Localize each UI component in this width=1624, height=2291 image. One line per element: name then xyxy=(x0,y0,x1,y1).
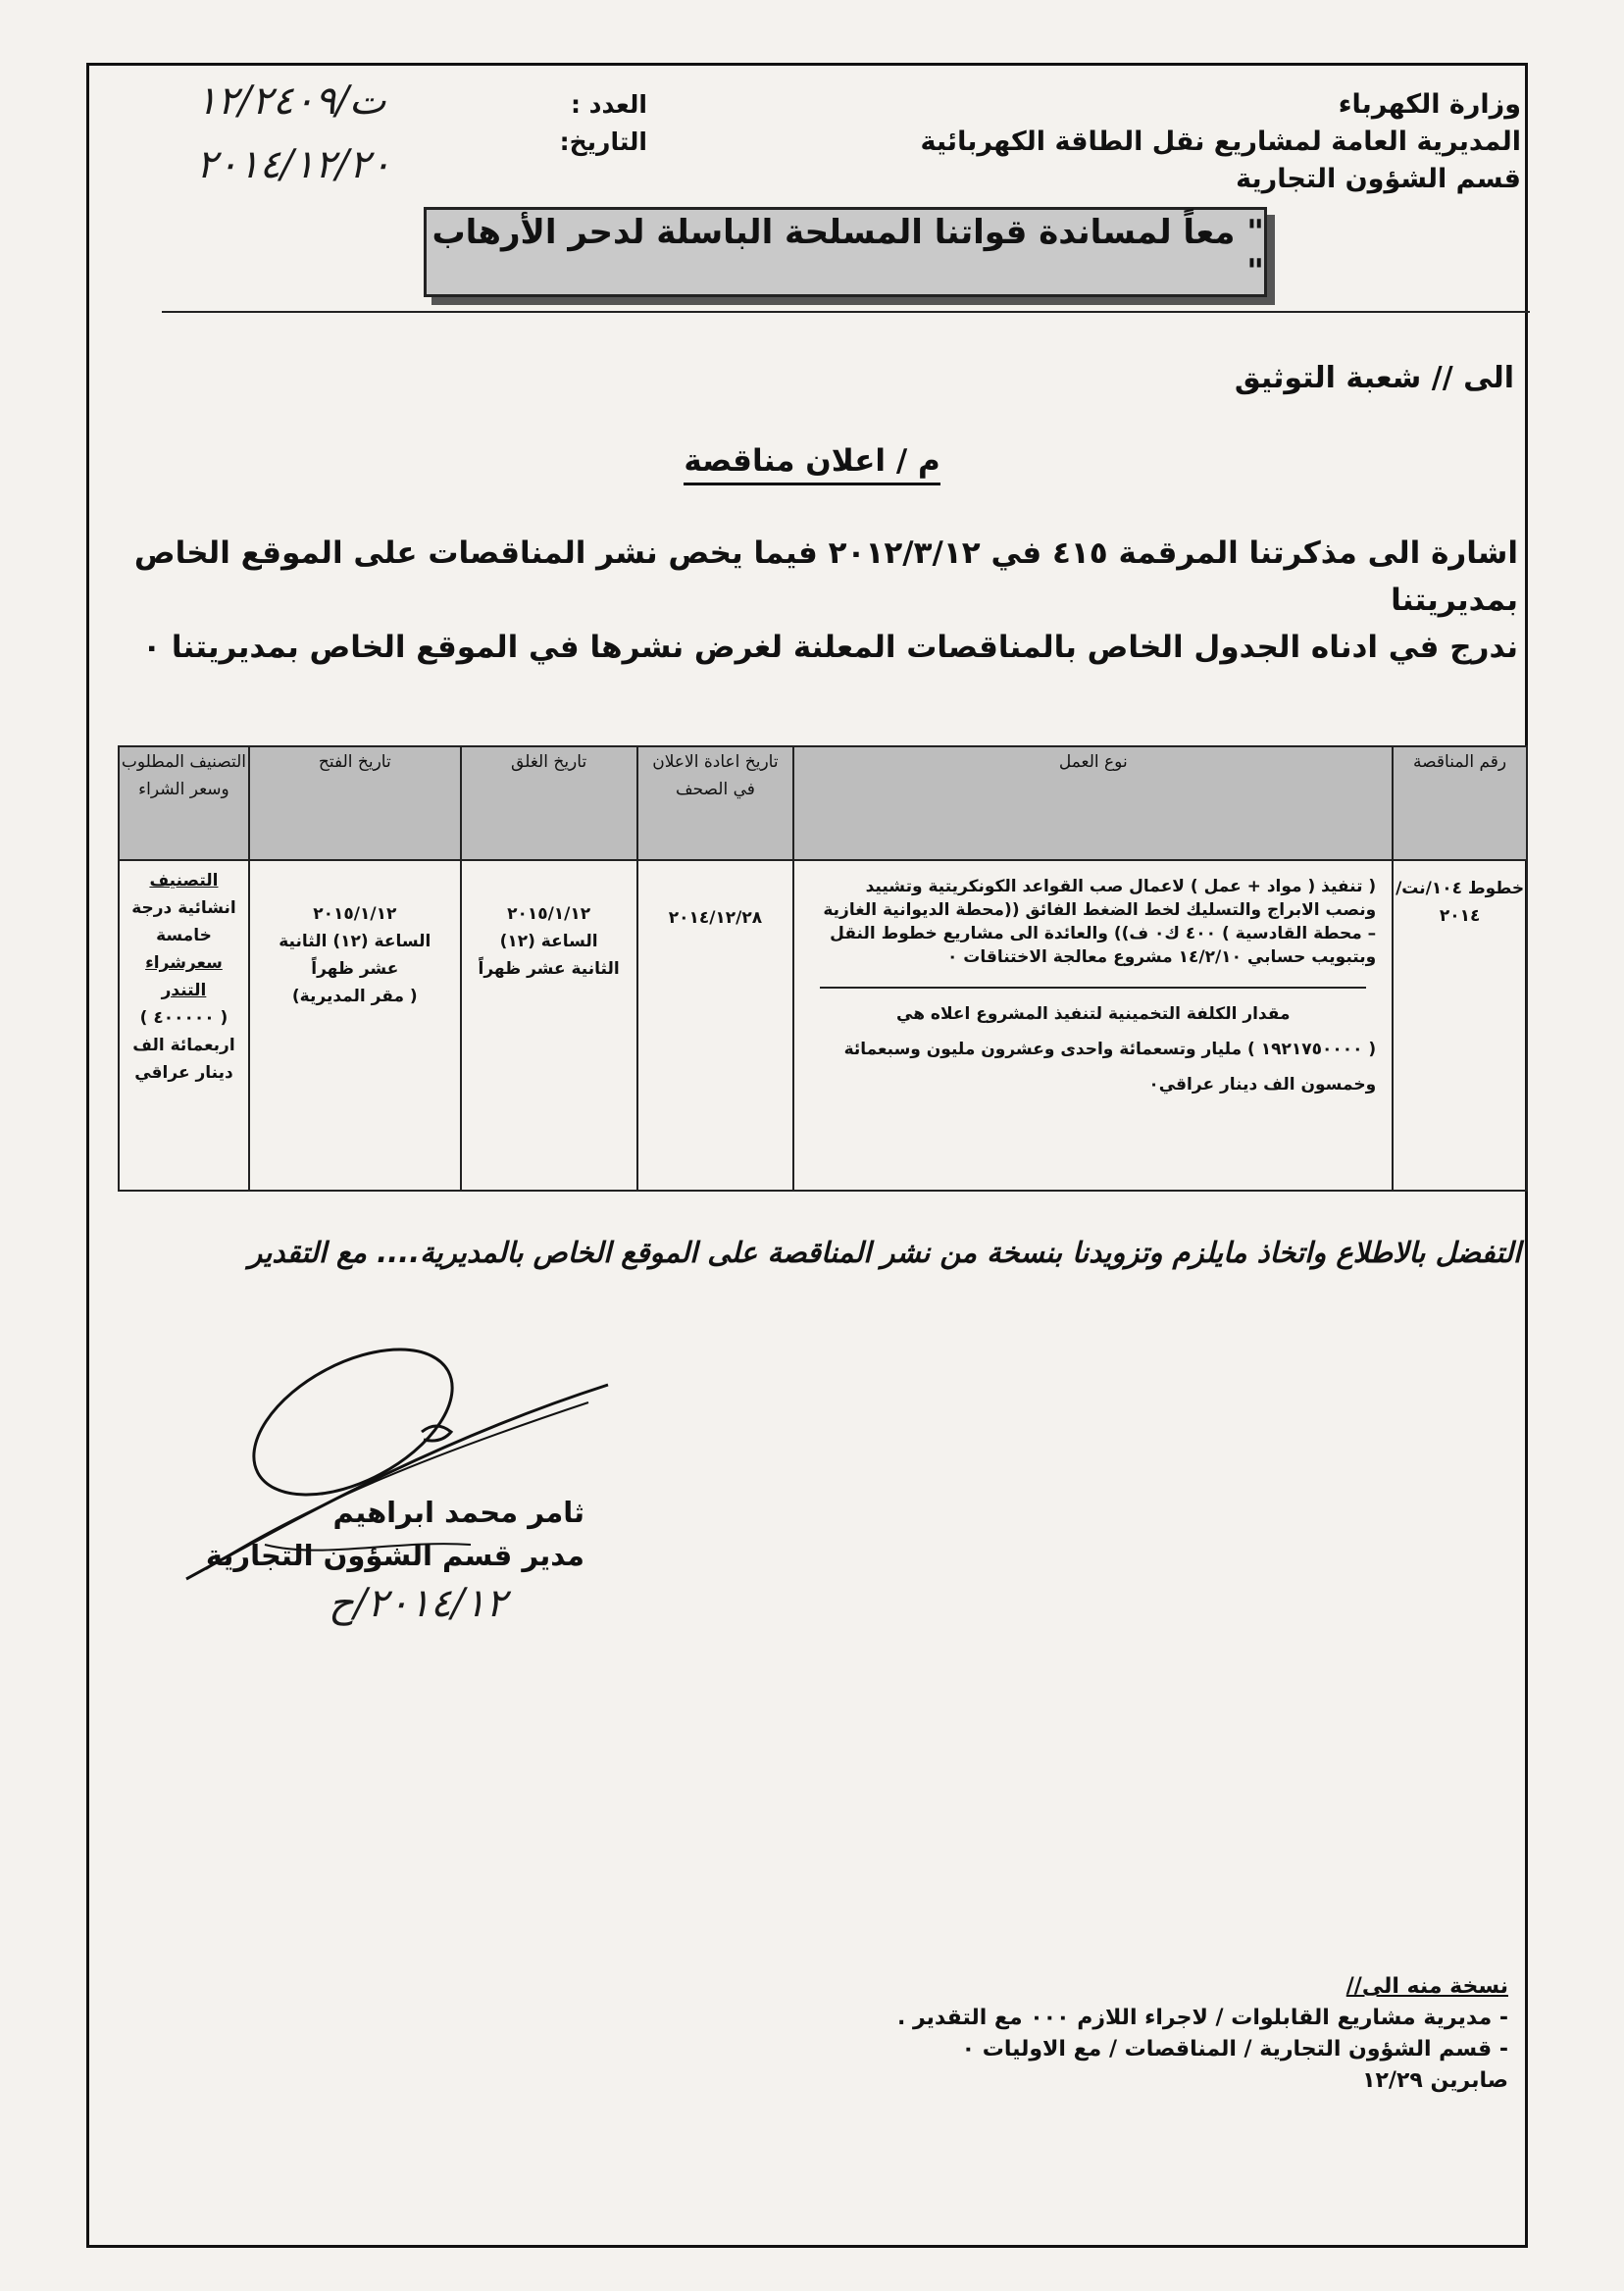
signature-date: ٢٠١٤/١٢/ح xyxy=(329,1581,507,1626)
organization-header xyxy=(835,86,1521,198)
copy-line-2: - قسم الشؤون التجارية / المناقصات / مع الاوليات ٠ xyxy=(961,2037,1508,2062)
open-place-text: ( مقر المديرية) xyxy=(291,987,418,1006)
close-time-text: الساعة (١٢) الثانية عشر ظهراً xyxy=(478,932,620,979)
handwritten-date: ٢٠١٤/١٢/٢٠ xyxy=(196,142,391,187)
open-time-text: الساعة (١٢) الثانية عشر ظهراً xyxy=(279,932,431,979)
subject-text: م / اعلان مناقصة xyxy=(684,443,939,485)
republish-date-text: ٢٠١٤/١٢/٢٨ xyxy=(668,908,763,928)
cell-tender-number xyxy=(1393,860,1527,1191)
cost-line-1: مقدار الكلفة التخمينية لتنفيذ المشروع اعلاه هي xyxy=(896,1004,1291,1024)
class-label: التصنيف xyxy=(149,871,219,891)
addressee: الى // شعبة التوثيق xyxy=(1234,361,1514,395)
cell-republish-date xyxy=(637,860,794,1191)
org-directorate: المديرية العامة لمشاريع نقل الطاقة الكهربائية xyxy=(920,127,1521,157)
cell-work-type xyxy=(793,860,1393,1191)
cost-line-2: ( ١٩٢١٧٥٠٠٠٠ ) مليار وتسعمائة واحدى وعشرون مليون وسبعمائة xyxy=(843,1040,1377,1059)
table-row xyxy=(119,860,1527,1191)
table-header-row xyxy=(119,746,1527,860)
signer-block xyxy=(75,1491,584,1577)
price-label: سعرشراء التندر xyxy=(145,953,223,1000)
work-description: ( تنفيذ ( مواد + عمل ) لاعمال صب القواعد الكونكريتية وتشييد ونصب الابراج والتسليك لخط الضغط الفائق ((محطة الديوانية الغازية – محطة القادسية ) ٤٠٠ ك٠ ف)) والعائدة الى مشاريع خطوط النقل وبتبويب حسابي ١٤/٢/١٠ مشروع معالجة الاختناقات ٠ xyxy=(823,877,1377,967)
org-department: قسم الشؤون التجارية xyxy=(1236,164,1521,194)
cell-close-date xyxy=(461,860,637,1191)
cost-line-3: وخمسون الف دينار عراقي٠ xyxy=(1148,1075,1377,1095)
signer-title: مدير قسم الشؤون التجارية xyxy=(205,1539,584,1572)
body-paragraph xyxy=(106,530,1518,671)
header-work-type: نوع العمل xyxy=(793,746,1393,860)
tenders-table xyxy=(118,745,1528,1192)
slogan-text: " معاً لمساندة قواتنا المسلحة الباسلة لدحر الأرهاب " xyxy=(431,213,1264,291)
header-close-date: تاريخ الغلق xyxy=(461,746,637,860)
copies-heading: نسخة منه الى// xyxy=(1345,1974,1508,1999)
class-value: انشائية درجة خامسة xyxy=(131,898,236,945)
work-divider xyxy=(820,987,1366,989)
handwritten-number: ت/١٢/٢٤٠٩ xyxy=(196,78,386,124)
header-tender-number: رقم المناقصة xyxy=(1393,746,1527,860)
header-classification: التصنيف المطلوب وسعر الشراء xyxy=(119,746,249,860)
closing-line: التفضل بالاطلاع واتخاذ مايلزم وتزويدنا بنسخة من نشر المناقصة على الموقع الخاص بالمديرية.... مع التقدير xyxy=(248,1236,1521,1269)
header-divider xyxy=(162,311,1530,313)
tender-number-text: خطوط ١٠٤/نت/ ٢٠١٤ xyxy=(1396,879,1525,926)
copy-line-1: - مديرية مشاريع القابلوات / لاجراء اللازم ٠٠٠ مع التقدير . xyxy=(896,2006,1508,2030)
body-line-2: ندرج في ادناه الجدول الخاص بالمناقصات المعلنة لغرض نشرها في الموقع الخاص بمديريتنا ٠ xyxy=(142,630,1518,665)
body-line-1: اشارة الى مذكرتنا المرقمة ٤١٥ في ٢٠١٢/٣/١٢ فيما يخص نشر المناقصات على الموقع الخاص بمديريتنا xyxy=(133,535,1518,618)
cell-open-date xyxy=(249,860,461,1191)
subject-line xyxy=(0,443,1624,479)
open-date-text: ٢٠١٥/١/١٢ xyxy=(313,904,397,924)
copies-block xyxy=(626,1971,1508,2097)
number-label: العدد : xyxy=(570,90,647,119)
org-ministry: وزارة الكهرباء xyxy=(1338,89,1521,120)
price-value: ( ٤٠٠٠٠٠ ) اربعمائة الف دينار عراقي xyxy=(132,1008,235,1083)
signer-name: ثامر محمد ابراهيم xyxy=(332,1496,584,1529)
close-date-text: ٢٠١٥/١/١٢ xyxy=(507,904,591,924)
cell-classification xyxy=(119,860,249,1191)
header-open-date: تاريخ الفتح xyxy=(249,746,461,860)
date-label: التاريخ: xyxy=(559,127,647,156)
copy-line-3: صابرين ١٢/٢٩ xyxy=(1362,2068,1508,2093)
slogan-box xyxy=(424,207,1267,297)
header-republish-date: تاريخ اعادة الاعلان في الصحف xyxy=(637,746,794,860)
